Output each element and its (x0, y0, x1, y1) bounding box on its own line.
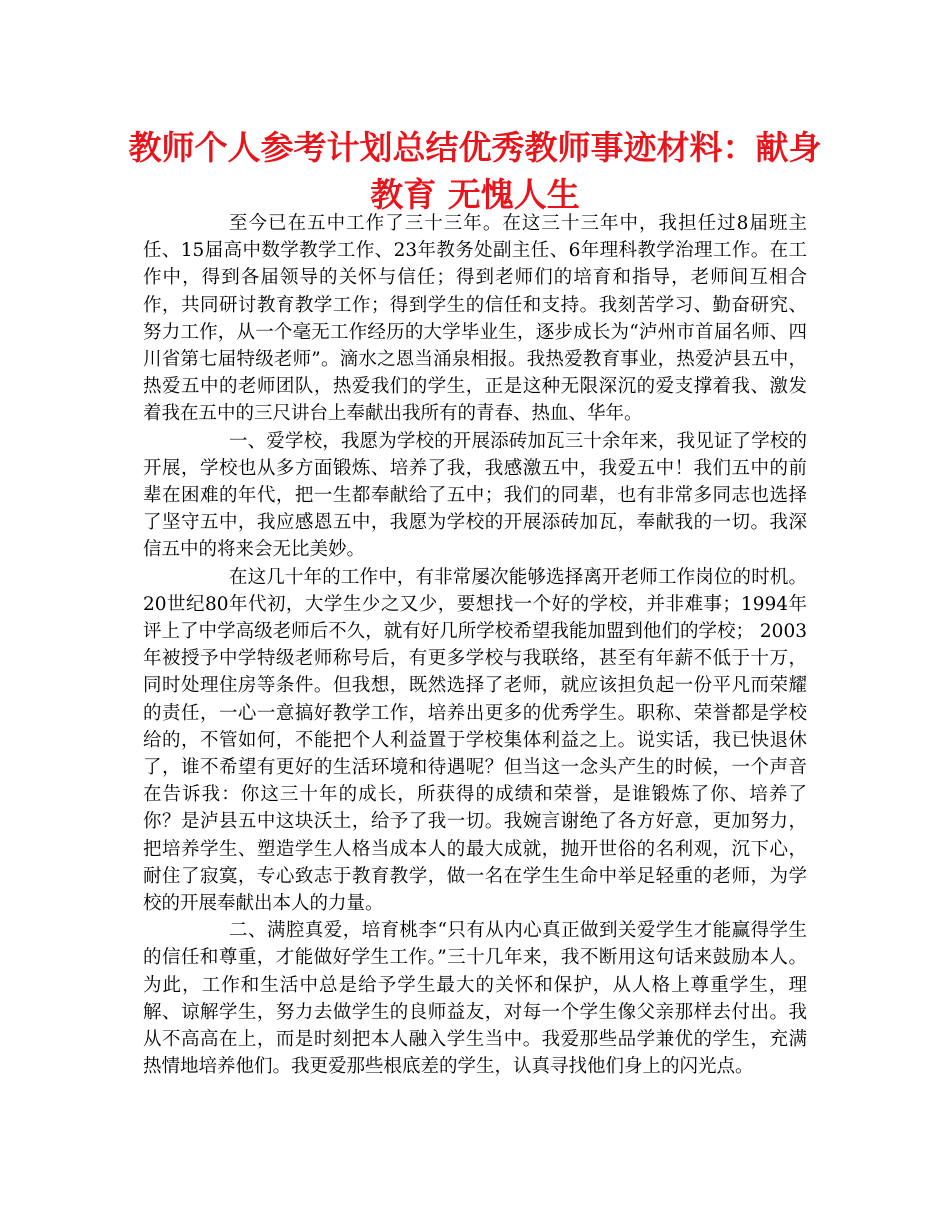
paragraph-career-choice: 在这几十年的工作中，有非常屡次能够选择离开老师工作岗位的时机。20世纪80年代初，大学生少之又少，要想找一个好的学校，并非难事；1994年评上了中学高级老师后不久，就有好几所学校希望我能加盟到他们的学校； 2003年被授予中学特级老师称号后，有更多学校与我联络，甚至有年薪不低于十万，同时处理住房等条件。但我想，既然选择了老师，就应该担负起一份平凡而荣耀的责任，一心一意搞好教学工作，培养出更多的优秀学生。职称、荣誉都是学校给的，不管如何，不能把个人利益置于学校集体利益之上。说实话，我已快退休了，谁不希望有更好的生活环境和待遇呢？但当这一念头产生的时候，一个声音在告诉我：你这三十年的成长，所获得的成绩和荣誉，是谁锻炼了你、培养了你？是泸县五中这块沃土，给予了我一切。我婉言谢绝了各方好意，更加努力，把培养学生、塑造学生人格当成本人的最大成就，抛开世俗的名利观，沉下心，耐住了寂寞，专心致志于教育教学，做一名在学生生命中举足轻重的老师，为学校的开展奉献出本人的力量。 (143, 566, 807, 915)
document-body (143, 210, 807, 1081)
document-title: 教师个人参考计划总结优秀教师事迹材料：献身教育 无愧人生 (128, 128, 822, 214)
paragraph-intro: 至今已在五中工作了三十三年。在这三十三年中，我担任过8届班主任、15届高中数学教学工作、23年教务处副主任、6年理科教学治理工作。在工作中，得到各届领导的关怀与信任；得到老师们的培育和指导，老师间互相合作，共同研讨教育教学工作；得到学生的信任和支持。我刻苦学习、勤奋研究、努力工作，从一个毫无工作经历的大学毕业生，逐步成长为“泸州市首届名师、四川省第七届特级老师”。滴水之恩当涌泉相报。我热爱教育事业，热爱泸县五中，热爱五中的老师团队，热爱我们的学生，正是这种无限深沉的爱支撑着我、激发着我在五中的三尺讲台上奉献出我所有的青春、热血、华年。 (143, 213, 807, 425)
paragraph-love-school: 一、爱学校，我愿为学校的开展添砖加瓦三十余年来，我见证了学校的开展，学校也从多方面锻炼、培养了我，我感激五中，我爱五中！我们五中的前辈在困难的年代，把一生都奉献给了五中；我们的同辈，也有非常多同志也选择了坚守五中，我应感恩五中，我愿为学校的开展添砖加瓦，奉献我的一切。我深信五中的将来会无比美妙。 (143, 430, 807, 561)
paragraph-love-students: 二、满腔真爱，培育桃李“只有从内心真正做到关爱学生才能赢得学生的信任和尊重，才能做好学生工作。”三十几年来，我不断用这句话来鼓励本人。为此，工作和生活中总是给予学生最大的关怀和保护，从人格上尊重学生，理解、谅解学生，努力去做学生的良师益友，对每一个学生像父亲那样去付出。我从不高高在上，而是时刻把本人融入学生当中。我爱那些品学兼优的学生，充满热情地培养他们。我更爱那些根底差的学生，认真寻找他们身上的闪光点。 (143, 920, 807, 1078)
